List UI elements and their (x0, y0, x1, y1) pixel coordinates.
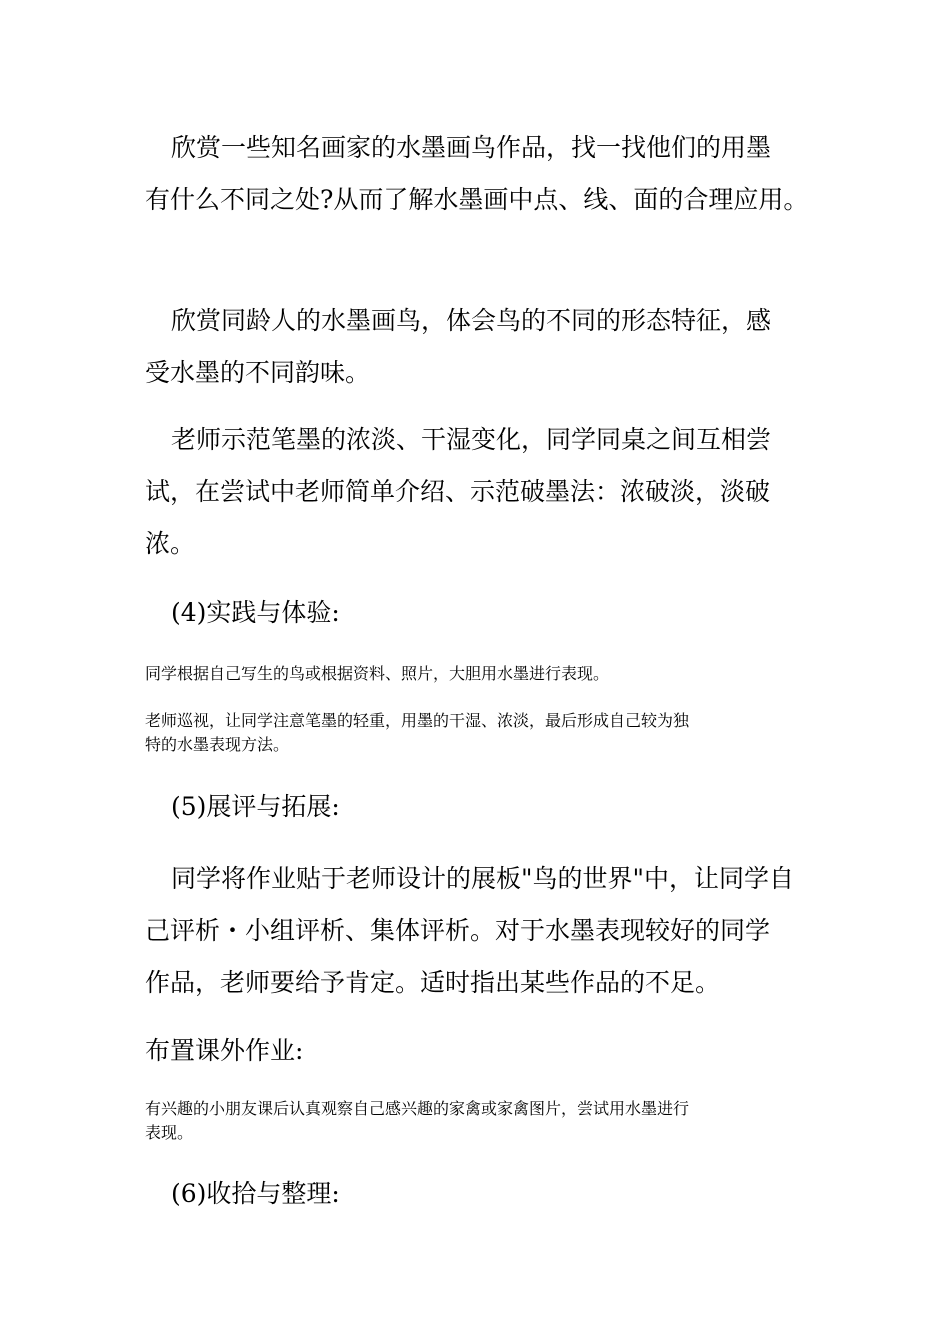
text-line: 特的水墨表现方法。 (145, 735, 290, 754)
text-line: 老师示范笔墨的浓淡、干湿变化，同学同桌之间互相尝 (171, 425, 772, 454)
text-line: 受水墨的不同韵味。 (145, 358, 371, 387)
text-line: 表现。 (145, 1123, 194, 1142)
text-line: 有兴趣的小朋友课后认真观察自己感兴趣的家禽或家禽图片，尝试用水墨进行 (145, 1099, 690, 1118)
paragraph-appreciate-peers (145, 295, 771, 399)
paragraph-appreciate-masters (145, 122, 808, 226)
paragraph-teacher-patrol (145, 709, 689, 757)
text-line: 试，在尝试中老师简单介绍、示范破墨法：浓破淡，淡破 (145, 477, 771, 506)
section-heading-homework: 布置课外作业: (145, 1036, 304, 1065)
section-heading-cleanup: (6)收拾与整理: (171, 1179, 340, 1208)
text-line: 有什么不同之处?从而了解水墨画中点、线、面的合理应用。 (145, 185, 809, 214)
text-line: 欣赏一些知名画家的水墨画鸟作品，找一找他们的用墨 (171, 133, 772, 162)
text-line: 欣赏同龄人的水墨画鸟，体会鸟的不同的形态特征，感 (171, 306, 772, 335)
paragraph-exhibition (145, 853, 794, 1009)
text-line: 己评析・小组评析、集体评析。对于水墨表现较好的同学 (145, 916, 771, 945)
section-heading-review: (5)展评与拓展: (171, 792, 340, 821)
paragraph-student-practice: 同学根据自己写生的鸟或根据资料、照片，大胆用水墨进行表现。 (145, 664, 610, 683)
text-line: 作品，老师要给予肯定。适时指出某些作品的不足。 (145, 968, 721, 997)
text-line: 浓。 (145, 529, 196, 558)
text-line: 老师巡视，让同学注意笔墨的轻重，用墨的干湿、浓淡，最后形成自己较为独 (145, 711, 690, 730)
section-heading-practice: (4)实践与体验: (171, 598, 340, 627)
paragraph-teacher-demo (145, 414, 771, 570)
text-line: 同学将作业贴于老师设计的展板"鸟的世界"中，让同学自 (171, 864, 795, 893)
paragraph-homework (145, 1097, 689, 1145)
